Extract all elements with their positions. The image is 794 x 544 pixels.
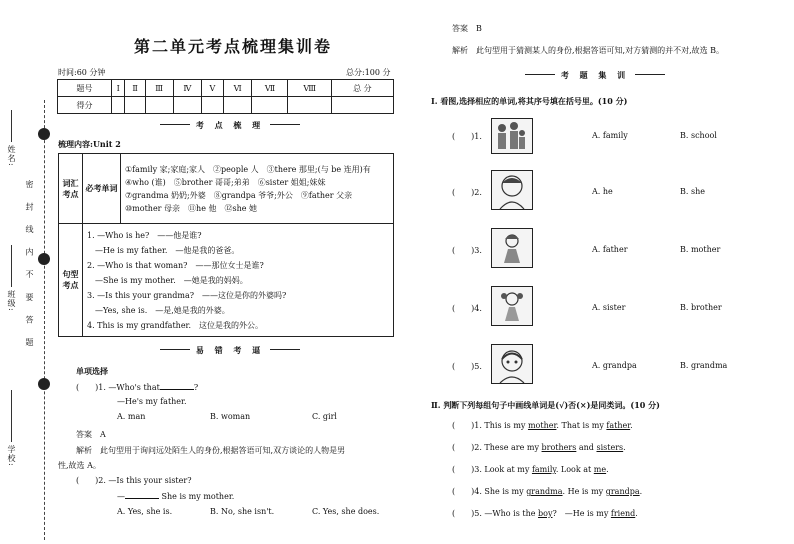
part2-item-text: . That is my (556, 421, 607, 430)
part2-item-text: ( )5. —Who is the (452, 509, 539, 518)
q2-option-b[interactable]: B. No, she isn't. (210, 507, 275, 516)
section-banner-label: 易 错 考 逼 (190, 345, 270, 356)
part1-option-b[interactable]: B. she (680, 187, 705, 196)
part1-item-bracket[interactable]: ( )1. (452, 132, 482, 141)
vocab-line: ⑦grandma 奶奶;外婆 ⑧grandpa 爷爷;外公 ⑨father 父亲 (125, 190, 353, 200)
part2-item-text: ( )1. This is my (452, 421, 528, 430)
man-portrait-icon (491, 170, 533, 210)
vocab-line: ④who (谁) ⑤brother 哥哥;弟弟 ⑥sister 姐姐;妹妹 (125, 177, 326, 187)
binding-class-line (11, 245, 12, 287)
q2-blank[interactable] (125, 491, 159, 499)
score-header-cell: Ⅴ (202, 80, 224, 97)
binding-dashed-line (44, 100, 45, 540)
binding-hole-icon (38, 378, 50, 390)
score-input-cell[interactable] (145, 97, 173, 114)
q2-line2: She is my mother. (161, 492, 235, 501)
q1-answer: 答案 A (76, 430, 106, 439)
q1-option-c[interactable]: C. girl (312, 412, 337, 421)
sentence-line: —He is my father. —他是我的爸爸。 (87, 245, 240, 255)
sentence-line: 3. —Is this your grandma? ——这位是你的外婆吗? (87, 290, 287, 300)
score-table (57, 79, 394, 114)
q2-stem: ( )2. —Is this your sister? (76, 476, 192, 485)
part1-option-b[interactable]: B. mother (680, 245, 721, 254)
part2-item-text: and (576, 443, 597, 452)
score-header-cell: Ⅵ (223, 80, 252, 97)
score-header-cell: Ⅲ (145, 80, 173, 97)
binding-hole-icon (38, 128, 50, 140)
score-input-cell[interactable] (252, 97, 288, 114)
q2-option-a[interactable]: A. Yes, she is. (117, 507, 173, 516)
part1-option-b[interactable]: B. school (680, 131, 717, 140)
part1-item-bracket[interactable]: ( )5. (452, 362, 482, 371)
mother-cartoon-icon (491, 228, 533, 268)
sentence-line: 4. This is my grandfather. 这位是我的外公。 (87, 320, 264, 330)
score-input-cell[interactable] (202, 97, 224, 114)
time-label: 时间:60 分钟 (58, 68, 106, 77)
binding-name-line (11, 110, 12, 142)
score-input-cell[interactable] (173, 97, 202, 114)
score-row-label: 得分 (58, 97, 112, 114)
vocab-category: 词汇 考点 (59, 154, 83, 224)
score-input-cell[interactable] (125, 97, 145, 114)
knowledge-table (58, 153, 394, 337)
q2-line2-wrap: — She is my mother. (117, 492, 235, 501)
score-header-cell: Ⅷ (288, 80, 331, 97)
part1-option-b[interactable]: B. brother (680, 303, 722, 312)
part2-underlined-word: grandma (526, 487, 563, 496)
part2-item[interactable] (452, 486, 642, 497)
sentence-line: 1. —Who is he? ——他是谁? (87, 230, 202, 240)
part1-item-bracket[interactable]: ( )2. (452, 188, 482, 197)
section-banner-errors (160, 344, 300, 356)
score-input-cell[interactable] (223, 97, 252, 114)
section-banner-training (525, 69, 665, 81)
score-header-cell: 题号 (58, 80, 112, 97)
outline-title: 梳理内容:Unit 2 (58, 139, 121, 149)
part2-item-text: . (635, 509, 638, 518)
q1-stem (76, 382, 198, 393)
score-input-cell[interactable] (331, 97, 393, 114)
binding-name-label: 姓名: (7, 145, 16, 167)
q2-analysis: 解析 此句型用于猜测某人的身份,根据答语可知,对方猜测的并不对,故选 B。 (452, 46, 725, 55)
binding-hole-icon (38, 253, 50, 265)
part2-item-text: ? —He is my (552, 509, 611, 518)
q1-option-a[interactable]: A. man (117, 412, 146, 421)
score-header-cell: Ⅶ (252, 80, 288, 97)
part2-underlined-word: boy (538, 509, 553, 518)
q2-answer: 答案 B (452, 24, 482, 33)
part2-item-text: . He is my (562, 487, 606, 496)
part2-item[interactable] (452, 420, 633, 431)
score-input-cell[interactable] (288, 97, 331, 114)
score-input-cell[interactable] (112, 97, 125, 114)
part2-item-text: ( )3. Look at my (452, 465, 532, 474)
part2-heading: Ⅱ. 判断下列每组句子中画线单词是(√)否(×)是同类词。(10 分) (431, 400, 660, 410)
part2-item[interactable] (452, 508, 638, 519)
part2-underlined-word: family (531, 465, 556, 474)
part2-underlined-word: friend (610, 509, 636, 518)
part2-item-text: . Look at (555, 465, 594, 474)
sentence-line: —She is my mother. —她是我的妈妈。 (87, 275, 248, 285)
binding-school-label: 学校: (7, 445, 16, 467)
score-header-cell: Ⅰ (112, 80, 125, 97)
part2-item-text: ( )4. She is my (452, 487, 527, 496)
vocab-line: ①family 家;家庭;家人 ②people 人 ③there 那里;(与 be 连用)有 (125, 164, 371, 174)
binding-school-line (11, 390, 12, 442)
part1-option-a[interactable]: A. father (592, 245, 628, 254)
part2-underlined-word: grandpa (605, 487, 640, 496)
total-score-label: 总分:100 分 (346, 68, 391, 77)
q1-stem-text: ( )1. —Who's that (76, 383, 160, 392)
part2-item-text: . (606, 465, 609, 474)
vocab-line: ⑩mother 母亲 ⑪he 他 ⑫she 她 (125, 203, 258, 213)
sentence-category: 句型 考点 (59, 224, 83, 337)
q1-line2: —He's my father. (117, 397, 187, 406)
section-banner-points (160, 119, 300, 131)
part1-option-b[interactable]: B. grandma (680, 361, 728, 370)
part2-item-text: ( )2. These are my (452, 443, 542, 452)
part2-item[interactable] (452, 442, 626, 453)
part1-option-a[interactable]: A. family (592, 131, 628, 140)
page-title: 第二单元考点梳理集训卷 (134, 37, 333, 56)
part2-item-text: . (623, 443, 626, 452)
section-banner-label: 考 题 集 训 (555, 70, 635, 81)
section-banner-label: 考 点 梳 理 (190, 120, 270, 131)
score-header-cell: 总 分 (331, 80, 393, 97)
part2-item-text: . (639, 487, 643, 496)
part1-heading: Ⅰ. 看图,选择相应的单词,将其序号填在括号里。(10 分) (431, 96, 628, 106)
sentence-line: —Yes, she is. —是,她是我的外婆。 (87, 305, 230, 315)
sentence-line: 2. —Who is that woman? ——那位女士是谁? (87, 260, 264, 270)
part1-option-a[interactable]: A. sister (592, 303, 626, 312)
score-header-cell: Ⅱ (125, 80, 145, 97)
part2-item-text: . (630, 421, 633, 430)
grandma-portrait-icon (491, 344, 533, 384)
part2-underlined-word: father (606, 421, 631, 430)
binding-class-label: 班级: (7, 290, 16, 312)
girl-cartoon-icon (491, 286, 533, 326)
q1-analysis-1: 解析 此句型用于询问远处陌生人的身份,根据答语可知,双方谈论的人物是男 (76, 446, 346, 455)
q1-stem-end: ? (193, 383, 199, 392)
part2-underlined-word: sisters (596, 443, 624, 452)
q1-option-b[interactable]: B. woman (210, 412, 251, 421)
q1-blank[interactable] (160, 382, 194, 390)
part1-option-a[interactable]: A. he (592, 187, 613, 196)
q2-option-c[interactable]: C. Yes, she does. (312, 507, 380, 516)
family-picture-icon (491, 118, 533, 154)
part2-underlined-word: me (593, 465, 607, 474)
score-header-cell: Ⅳ (173, 80, 202, 97)
part2-underlined-word: mother (527, 421, 557, 430)
binding-warning: 密 封 线 内 不 要 答 题 (25, 180, 34, 352)
part1-option-a[interactable]: A. grandpa (592, 361, 637, 370)
q1-analysis-2: 性,故选 A。 (58, 461, 101, 470)
vocab-sub: 必考单词 (83, 154, 121, 224)
part1-item-bracket[interactable]: ( )3. (452, 246, 482, 255)
part2-item[interactable] (452, 464, 609, 475)
part2-underlined-word: brothers (541, 443, 577, 452)
part1-item-bracket[interactable]: ( )4. (452, 304, 482, 313)
mc-heading: 单项选择 (76, 366, 108, 376)
